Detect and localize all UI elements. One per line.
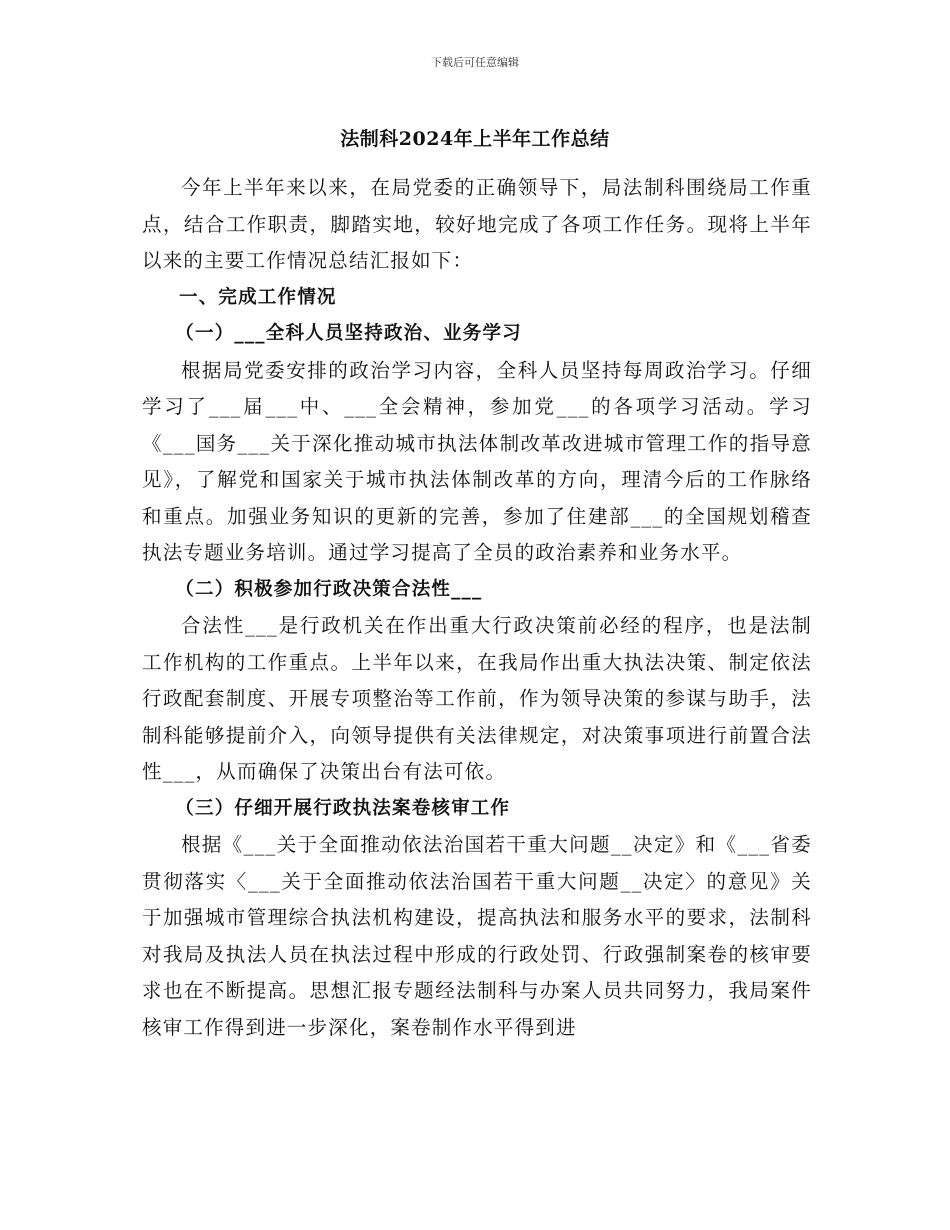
subsection-paragraph-2: 合法性___是行政机关在作出重大行政决策前必经的程序，也是法制工作机构的工作重点。上半年以来，在我局作出重大执法决策、制定依法行政配套制度、开展专项整治等工作前，作为领导决策的参谋与助手，法制科能够提前介入，向领导提供有关法律规定，对决策事项进行前置合法性___，从而确保了决策出台有法可依。 [142,614,812,783]
subsection-paragraph-1: 根据局党委安排的政治学习内容，全科人员坚持每周政治学习。仔细学习了___届___中、___全会精神，参加党___的各项学习活动。学习《___国务___关于深化推动城市执法体制改革改进城市管理工作的指导意见》，了解党和国家关于城市执法体制改革的方向，理清今后的工作脉络和重点。加强业务知识的更新的完善，参加了住建部___的全国规划稽查执法专题业务培训。通过学习提高了全员的政治素养和业务水平。 [142,358,812,564]
subsection-heading-1: （一）___全科人员坚持政治、业务学习 [175,323,522,344]
document-body [142,170,812,1046]
subsection-heading-3: （三）仔细开展行政执法案卷核审工作 [175,797,511,819]
document-title: 法制科2024年上半年工作总结 [340,128,610,150]
subsection-heading-2: （二）积极参加行政决策合法性___ [175,578,483,600]
subsection-paragraph-3: 根据《___关于全面推动依法治国若干重大问题__决定》和《___省委贯彻落实〈___关于全面推动依法治国若干重大问题__决定〉的意见》关于加强城市管理综合执法机构建设，提高执法和服务水平的要求，法制科对我局及执法人员在执法过程中形成的行政处罚、行政强制案卷的核审要求也在不断提高。思想汇报专题经法制科与办案人员共同努力，我局案件核审工作得到进一步深化，案卷制作水平得到进 [142,833,812,1039]
section-heading-1: 一、完成工作情况 [179,286,337,308]
header-note: 下载后可任意编辑 [431,56,519,69]
intro-paragraph: 今年上半年来以来，在局党委的正确领导下，局法制科围绕局工作重点，结合工作职责，脚踏实地，较好地完成了各项工作任务。现将上半年以来的主要工作情况总结汇报如下： [142,176,812,272]
